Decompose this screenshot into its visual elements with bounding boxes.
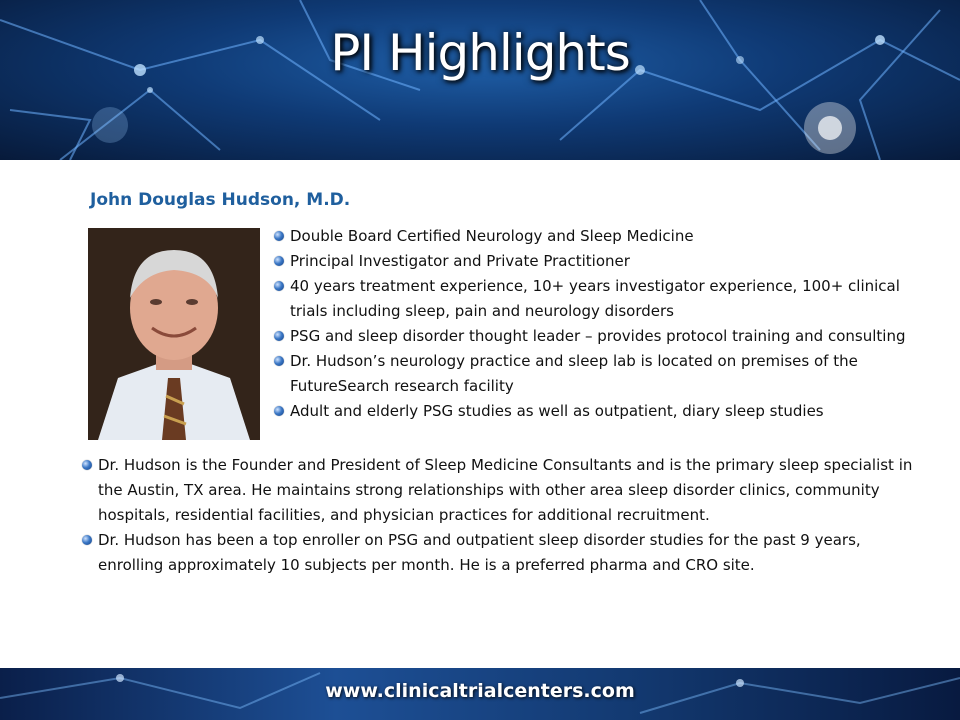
bullet-icon — [82, 460, 92, 470]
summary-list — [82, 453, 922, 578]
pi-name: John Douglas Hudson, M.D. — [90, 190, 351, 210]
list-item: PSG and sleep disorder thought leader – provides protocol training and consulting — [274, 324, 924, 349]
list-item: Principal Investigator and Private Practitioner — [274, 249, 924, 274]
bullet-icon — [274, 356, 284, 366]
list-item: Dr. Hudson has been a top enroller on PSG and outpatient sleep disorder studies for the past 9 years, enrolling approximately 10 subjects per month. He is a preferred pharma and CRO site. — [82, 528, 922, 578]
footer-banner — [0, 668, 960, 720]
list-item: Adult and elderly PSG studies as well as outpatient, diary sleep studies — [274, 399, 924, 424]
portrait-image — [88, 228, 260, 440]
slide-title: PI Highlights — [330, 24, 630, 82]
pi-photo — [88, 228, 260, 440]
bullet-icon — [82, 535, 92, 545]
credentials-list — [274, 224, 924, 424]
bullet-icon — [274, 331, 284, 341]
website-link[interactable]: www.clinicaltrialcenters.com — [325, 680, 635, 702]
bullet-icon — [274, 281, 284, 291]
header-banner — [0, 0, 960, 160]
list-item: Dr. Hudson’s neurology practice and sleep lab is located on premises of the FutureSearch research facility — [274, 349, 924, 399]
list-item: Double Board Certified Neurology and Sleep Medicine — [274, 224, 924, 249]
bullet-icon — [274, 231, 284, 241]
list-item: Dr. Hudson is the Founder and President of Sleep Medicine Consultants and is the primary sleep specialist in the Austin, TX area. He maintains strong relationships with other area sleep disorder clinics, community hospitals, residential facilities, and physician practices for additional recruitment. — [82, 453, 922, 528]
bullet-icon — [274, 256, 284, 266]
bullet-icon — [274, 406, 284, 416]
list-item: 40 years treatment experience, 10+ years investigator experience, 100+ clinical trials including sleep, pain and neurology disorders — [274, 274, 924, 324]
